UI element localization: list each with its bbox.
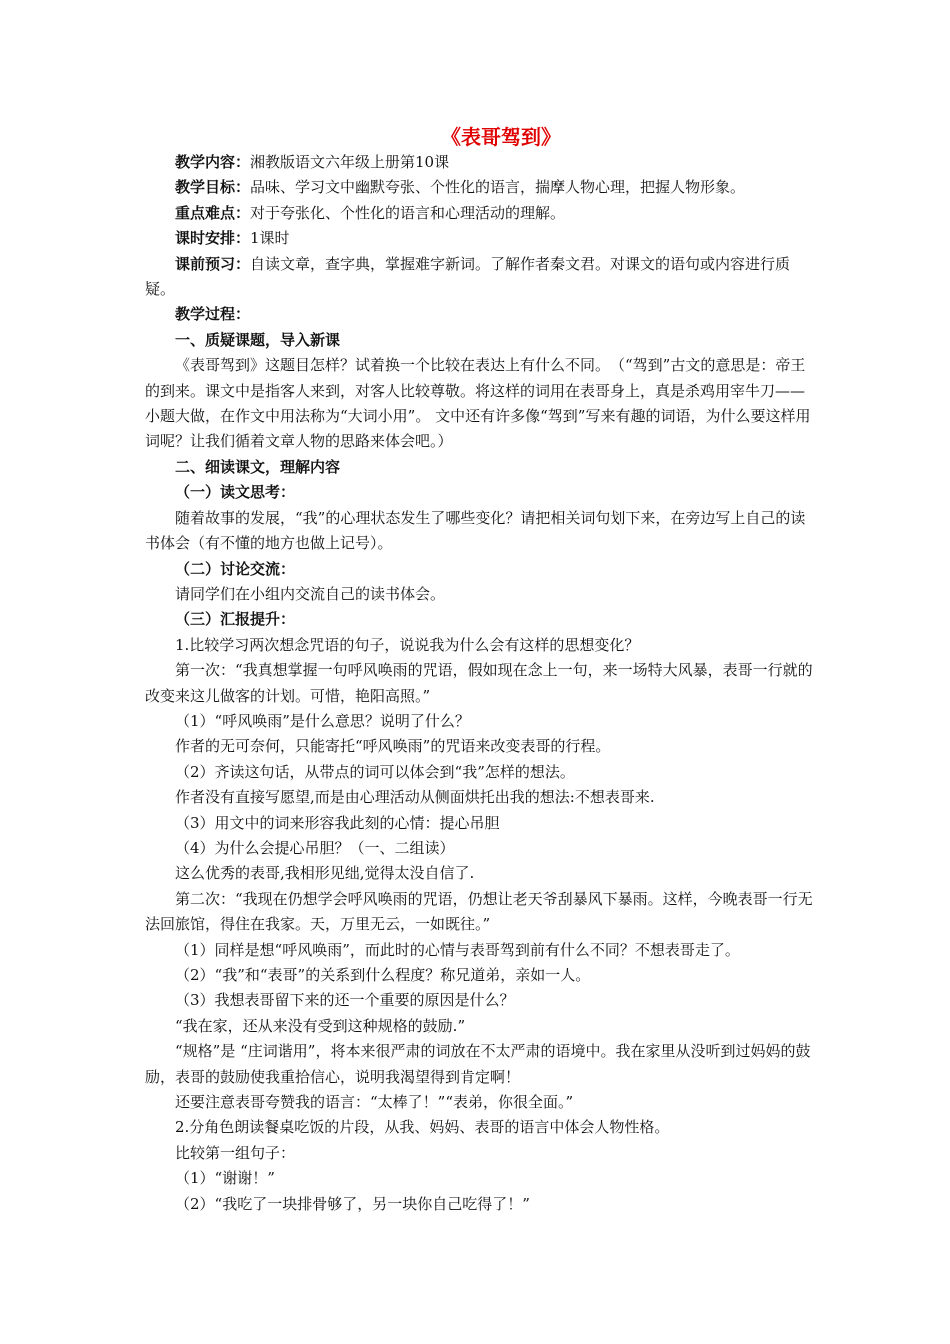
subsection-1-text: 随着故事的发展，“我”的心理状态发生了哪些变化？请把相关词句划下来，在旁边写上自己的读书体会（有不懂的地方也做上记号）。	[145, 508, 806, 553]
first-q1-answer: 作者的无可奈何，只能寄托“呼风唤雨”的咒语来改变表哥的行程。	[175, 737, 611, 756]
second-q1: （1）同样是想“呼风唤雨”，而此时的心情与表哥驾到前有什么不同？不想表哥走了。	[175, 940, 740, 959]
meta-label: 教学内容：	[175, 153, 251, 171]
first-quote: 第一次：“我真想掌握一句呼风唤雨的咒语，假如现在念上一句，来一场特大风暴，表哥一行就的改变来这儿做客的计划。可惜，艳阳高照。”	[145, 661, 813, 705]
section-1-paragraph: 《表哥驾到》这题目怎样？试着换一个比较在表达上有什么不同。 （“驾到”古文的意思是：帝王的到来。课文中是指客人来到，对客人比较尊敬。将这样的词用在表哥身上，真是杀鸡用宰牛刀——小题大做，在作文中用法称为“大词小用”。 文中还有许多像“驾到”写来有趣的词语，为什么要这样用词呢？让我们循着文章人物的思路来体会吧。）	[145, 356, 811, 451]
meta-label: 课时安排：	[175, 229, 251, 248]
first-q3: （3）用文中的词来形容我此刻的心情：提心吊胆	[175, 813, 500, 832]
subsection-2-text: 请同学们在小组内交流自己的读书体会。	[175, 584, 446, 603]
first-q4: （4）为什么会提心吊胆？（一、二组读）	[175, 838, 455, 857]
first-q2: （2）齐读这句话，从带点的词可以体会到“我”怎样的想法。	[175, 762, 575, 781]
process-heading: 教学过程：	[175, 305, 251, 324]
meta-value: 1课时	[250, 229, 290, 248]
meta-teaching-goal	[145, 175, 817, 200]
meta-value: 自读文章，查字典，掌握难字新词。了解作者秦文君。对课文的语句或内容进行质疑。	[145, 254, 791, 299]
meta-schedule	[145, 226, 817, 251]
meta-value: 湘教版语文六年级上册第10课	[250, 153, 450, 171]
guige-explanation: “规格”是 “庄词谐用”，将本来很严肃的词放在不太严肃的语境中。我在家里从没听到过妈妈的鼓励，表哥的鼓励使我重拾信心，说明我渴望得到肯定啊！	[145, 1042, 811, 1086]
question-2: 2.分角色朗读餐桌吃饭的片段，从我、妈妈、表哥的语言中体会人物性格。	[175, 1118, 670, 1137]
meta-preview	[145, 252, 817, 303]
meta-key-difficulty	[145, 201, 817, 226]
subsection-3-heading: （三）汇报提升：	[175, 610, 296, 629]
first-q4-answer: 这么优秀的表哥,我相形见绌,觉得太没自信了.	[175, 864, 475, 883]
meta-value: 对于夸张化、个性化的语言和心理活动的理解。	[250, 203, 566, 222]
compare-item-2: （2）“我吃了一块排骨够了，另一块你自己吃得了！”	[175, 1194, 530, 1213]
second-q2: （2）“我”和“表哥”的关系到什么程度？称兄道弟，亲如一人。	[175, 966, 591, 984]
section-2-heading: 二、细读课文，理解内容	[175, 457, 341, 476]
document-title: 《表哥驾到》	[441, 125, 561, 149]
compare-heading: 比较第一组句子：	[175, 1143, 296, 1162]
praise-language: 还要注意表哥夸赞我的语言：“太棒了！”“表弟，你很全面。”	[175, 1093, 574, 1112]
meta-value: 品味、学习文中幽默夸张、个性化的语言，揣摩人物心理，把握人物形象。	[250, 178, 746, 197]
subsection-2-heading: （二）讨论交流：	[175, 559, 296, 578]
question-1: 1.比较学习两次想念咒语的句子，说说我为什么会有这样的思想变化？	[175, 635, 640, 654]
second-quote: 第二次：“我现在仍想学会呼风唤雨的咒语，仍想让老天爷刮暴风下暴雨。这样，今晚表哥一行无法回旅馆，得住在我家。天，万里无云，一如既往。”	[145, 889, 813, 934]
meta-teaching-content	[145, 150, 817, 175]
first-q1: （1）“呼风唤雨”是什么意思？说明了什么？	[175, 711, 470, 730]
encouragement-quote: “我在家，还从来没有受到这种规格的鼓励.”	[175, 1016, 466, 1035]
compare-item-1: （1）“谢谢！”	[175, 1169, 275, 1188]
meta-label: 教学目标：	[175, 178, 251, 197]
meta-label: 重点难点：	[175, 203, 251, 222]
document-page	[145, 124, 817, 1217]
subsection-1-heading: （一）读文思考：	[175, 483, 296, 502]
second-q3: （3）我想表哥留下来的还一个重要的原因是什么？	[175, 991, 515, 1010]
meta-label: 课前预习：	[175, 254, 251, 273]
section-1-heading: 一、质疑课题，导入新课	[175, 330, 341, 349]
first-q2-answer: 作者没有直接写愿望,而是由心理活动从侧面烘托出我的想法:不想表哥来.	[175, 788, 655, 807]
